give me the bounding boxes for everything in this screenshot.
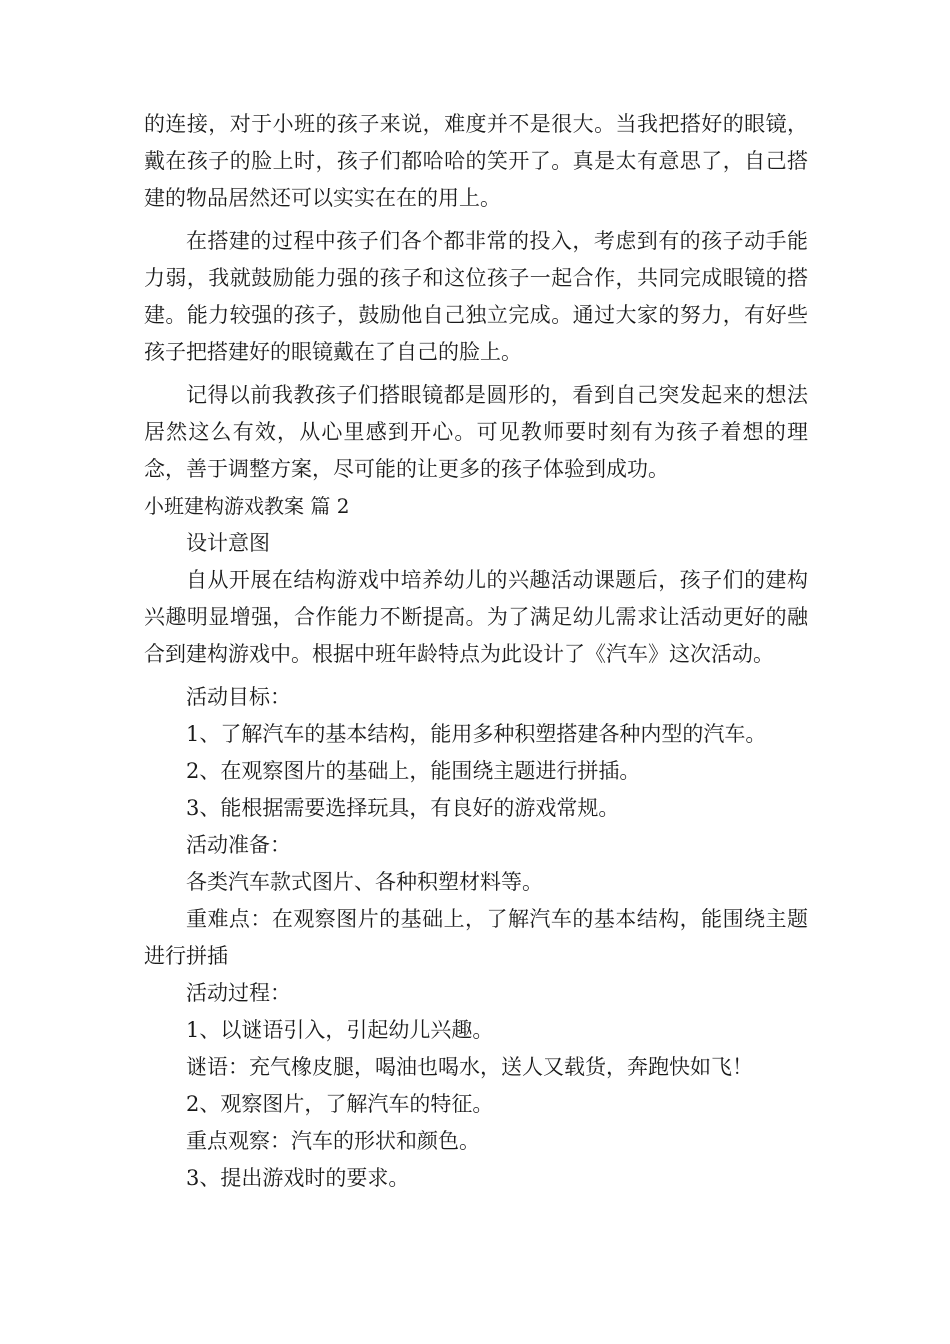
paragraph: 谜语：充气橡皮腿，喝油也喝水，送人又载货，奔跑快如飞！ (186, 1055, 753, 1079)
paragraph: 重难点：在观察图片的基础上，了解汽车的基本结构，能围绕主题进行拼插 (144, 907, 808, 968)
paragraph: 各类汽车款式图片、各种积塑材料等。 (186, 870, 543, 894)
document-page (144, 106, 808, 1197)
list-item: 1、了解汽车的基本结构，能用多种积塑搭建各种内型的汽车。 (186, 722, 767, 746)
paragraph: 在搭建的过程中孩子们各个都非常的投入，考虑到有的孩子动手能力弱，我就鼓励能力强的孩子和这位孩子一起合作，共同完成眼镜的搭建。能力较强的孩子，鼓励他自己独立完成。通过大家的努力，有好些孩子把搭建好的眼镜戴在了自己的脸上。 (144, 229, 808, 364)
list-item: 2、在观察图片的基础上，能围绕主题进行拼插。 (186, 759, 641, 783)
list-item: 2、观察图片，了解汽车的特征。 (186, 1092, 494, 1116)
list-item: 1、以谜语引入，引起幼儿兴趣。 (186, 1018, 494, 1042)
paragraph: 重点观察：汽车的形状和颜色。 (186, 1129, 480, 1153)
paragraph: 设计意图 (186, 531, 270, 555)
list-item: 3、能根据需要选择玩具，有良好的游戏常规。 (186, 796, 620, 820)
paragraph: 的连接，对于小班的孩子来说，难度并不是很大。当我把搭好的眼镜，戴在孩子的脸上时，孩子们都哈哈的笑开了。真是太有意思了，自己搭建的物品居然还可以实实在在的用上。 (144, 112, 808, 210)
paragraph: 活动准备： (186, 833, 291, 857)
paragraph: 活动目标： (186, 685, 291, 709)
paragraph: 活动过程： (186, 981, 291, 1005)
paragraph: 记得以前我教孩子们搭眼镜都是圆形的，看到自己突发起来的想法居然这么有效，从心里感到开心。可见教师要时刻有为孩子着想的理念，善于调整方案，尽可能的让更多的孩子体验到成功。 (144, 383, 808, 481)
list-item: 3、提出游戏时的要求。 (186, 1166, 410, 1190)
paragraph: 自从开展在结构游戏中培养幼儿的兴趣活动课题后，孩子们的建构兴趣明显增强，合作能力不断提高。为了满足幼儿需求让活动更好的融合到建构游戏中。根据中班年龄特点为此设计了《汽车》这次活动。 (144, 568, 808, 666)
section-heading: 小班建构游戏教案 篇 2 (144, 494, 350, 518)
